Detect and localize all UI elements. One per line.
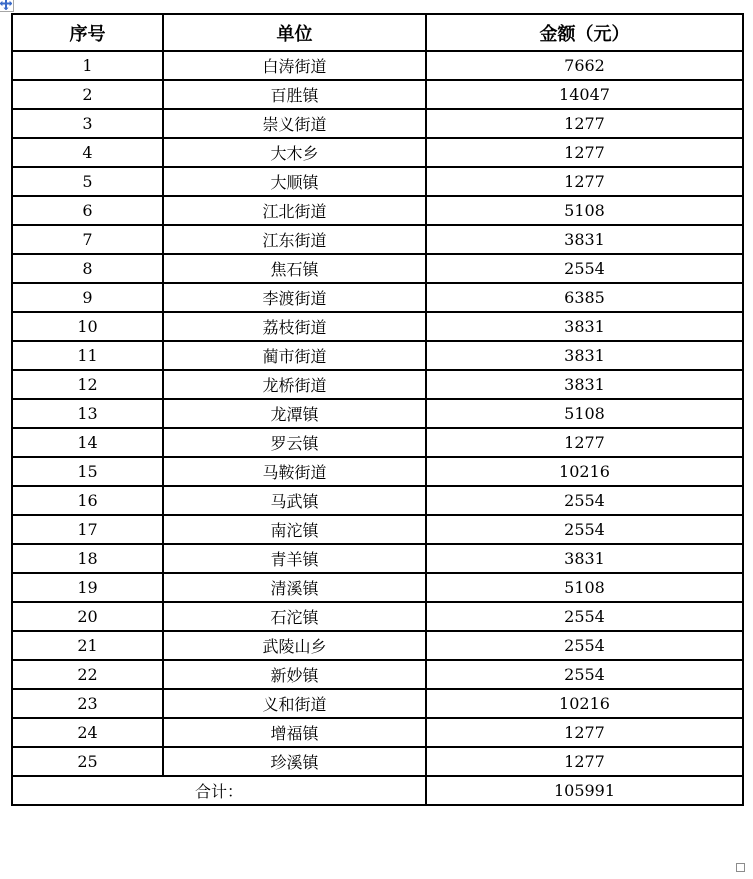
table-footer bbox=[12, 776, 743, 805]
row-amount-cell[interactable]: 3831 bbox=[426, 370, 743, 399]
row-no-cell[interactable]: 16 bbox=[12, 486, 163, 515]
table-row bbox=[12, 109, 743, 138]
row-no-cell[interactable]: 7 bbox=[12, 225, 163, 254]
row-no-cell[interactable]: 15 bbox=[12, 457, 163, 486]
row-amount-cell[interactable]: 2554 bbox=[426, 631, 743, 660]
row-amount-cell[interactable]: 10216 bbox=[426, 689, 743, 718]
table-header bbox=[12, 14, 743, 51]
row-amount-cell[interactable]: 14047 bbox=[426, 80, 743, 109]
row-amount-cell[interactable]: 2554 bbox=[426, 602, 743, 631]
row-no-cell[interactable]: 25 bbox=[12, 747, 163, 776]
header-cell-amount[interactable]: 金额（元） bbox=[426, 14, 743, 51]
row-unit-cell[interactable]: 青羊镇 bbox=[163, 544, 426, 573]
row-no-cell[interactable]: 13 bbox=[12, 399, 163, 428]
row-no-cell[interactable]: 6 bbox=[12, 196, 163, 225]
table-row bbox=[12, 312, 743, 341]
row-amount-cell[interactable]: 1277 bbox=[426, 428, 743, 457]
table-row bbox=[12, 196, 743, 225]
row-unit-cell[interactable]: 罗云镇 bbox=[163, 428, 426, 457]
table-row bbox=[12, 486, 743, 515]
table-row bbox=[12, 631, 743, 660]
table-row bbox=[12, 80, 743, 109]
row-amount-cell[interactable]: 5108 bbox=[426, 196, 743, 225]
row-amount-cell[interactable]: 1277 bbox=[426, 747, 743, 776]
table-row bbox=[12, 660, 743, 689]
row-unit-cell[interactable]: 石沱镇 bbox=[163, 602, 426, 631]
row-no-cell[interactable]: 3 bbox=[12, 109, 163, 138]
row-amount-cell[interactable]: 10216 bbox=[426, 457, 743, 486]
total-amount-cell[interactable]: 105991 bbox=[426, 776, 743, 805]
table-row bbox=[12, 254, 743, 283]
row-amount-cell[interactable]: 3831 bbox=[426, 225, 743, 254]
row-amount-cell[interactable]: 5108 bbox=[426, 573, 743, 602]
row-unit-cell[interactable]: 焦石镇 bbox=[163, 254, 426, 283]
row-no-cell[interactable]: 1 bbox=[12, 51, 163, 80]
table-row bbox=[12, 167, 743, 196]
row-unit-cell[interactable]: 龙桥街道 bbox=[163, 370, 426, 399]
header-cell-unit[interactable]: 单位 bbox=[163, 14, 426, 51]
table-row bbox=[12, 457, 743, 486]
row-unit-cell[interactable]: 崇义街道 bbox=[163, 109, 426, 138]
header-row bbox=[12, 14, 743, 51]
row-unit-cell[interactable]: 江东街道 bbox=[163, 225, 426, 254]
table-row bbox=[12, 689, 743, 718]
row-amount-cell[interactable]: 2554 bbox=[426, 486, 743, 515]
row-unit-cell[interactable]: 马武镇 bbox=[163, 486, 426, 515]
table-row bbox=[12, 428, 743, 457]
row-unit-cell[interactable]: 马鞍街道 bbox=[163, 457, 426, 486]
document-table-container bbox=[11, 13, 744, 806]
table-move-handle[interactable] bbox=[0, 0, 14, 12]
total-label-cell[interactable]: 合计： bbox=[12, 776, 426, 805]
row-no-cell[interactable]: 21 bbox=[12, 631, 163, 660]
table-row bbox=[12, 370, 743, 399]
row-no-cell[interactable]: 17 bbox=[12, 515, 163, 544]
table-row bbox=[12, 341, 743, 370]
row-no-cell[interactable]: 18 bbox=[12, 544, 163, 573]
row-no-cell[interactable]: 2 bbox=[12, 80, 163, 109]
row-amount-cell[interactable]: 2554 bbox=[426, 515, 743, 544]
row-amount-cell[interactable]: 2554 bbox=[426, 660, 743, 689]
row-amount-cell[interactable]: 3831 bbox=[426, 544, 743, 573]
row-amount-cell[interactable]: 1277 bbox=[426, 167, 743, 196]
row-no-cell[interactable]: 22 bbox=[12, 660, 163, 689]
row-unit-cell[interactable]: 荔枝街道 bbox=[163, 312, 426, 341]
row-unit-cell[interactable]: 李渡街道 bbox=[163, 283, 426, 312]
row-no-cell[interactable]: 20 bbox=[12, 602, 163, 631]
row-no-cell[interactable]: 14 bbox=[12, 428, 163, 457]
row-unit-cell[interactable]: 增福镇 bbox=[163, 718, 426, 747]
row-no-cell[interactable]: 10 bbox=[12, 312, 163, 341]
table-row bbox=[12, 602, 743, 631]
row-unit-cell[interactable]: 江北街道 bbox=[163, 196, 426, 225]
header-cell-no[interactable]: 序号 bbox=[12, 14, 163, 51]
row-amount-cell[interactable]: 3831 bbox=[426, 341, 743, 370]
row-amount-cell[interactable]: 1277 bbox=[426, 138, 743, 167]
row-no-cell[interactable]: 5 bbox=[12, 167, 163, 196]
row-unit-cell[interactable]: 龙潭镇 bbox=[163, 399, 426, 428]
table-row bbox=[12, 747, 743, 776]
row-amount-cell[interactable]: 7662 bbox=[426, 51, 743, 80]
row-no-cell[interactable]: 9 bbox=[12, 283, 163, 312]
row-unit-cell[interactable]: 大木乡 bbox=[163, 138, 426, 167]
table-resize-handle[interactable] bbox=[736, 863, 745, 872]
table-row bbox=[12, 544, 743, 573]
row-unit-cell[interactable]: 珍溪镇 bbox=[163, 747, 426, 776]
row-amount-cell[interactable]: 1277 bbox=[426, 718, 743, 747]
row-no-cell[interactable]: 11 bbox=[12, 341, 163, 370]
table-row bbox=[12, 283, 743, 312]
row-no-cell[interactable]: 19 bbox=[12, 573, 163, 602]
row-amount-cell[interactable]: 1277 bbox=[426, 109, 743, 138]
table-row bbox=[12, 225, 743, 254]
amount-table bbox=[11, 13, 744, 806]
row-amount-cell[interactable]: 5108 bbox=[426, 399, 743, 428]
row-amount-cell[interactable]: 2554 bbox=[426, 254, 743, 283]
row-unit-cell[interactable]: 百胜镇 bbox=[163, 80, 426, 109]
row-unit-cell[interactable]: 新妙镇 bbox=[163, 660, 426, 689]
row-no-cell[interactable]: 8 bbox=[12, 254, 163, 283]
row-unit-cell[interactable]: 义和街道 bbox=[163, 689, 426, 718]
table-row bbox=[12, 573, 743, 602]
total-row bbox=[12, 776, 743, 805]
table-row bbox=[12, 138, 743, 167]
row-amount-cell[interactable]: 6385 bbox=[426, 283, 743, 312]
row-no-cell[interactable]: 4 bbox=[12, 138, 163, 167]
move-arrows-icon bbox=[0, 0, 13, 12]
row-unit-cell[interactable]: 武陵山乡 bbox=[163, 631, 426, 660]
row-no-cell[interactable]: 23 bbox=[12, 689, 163, 718]
row-unit-cell[interactable]: 大顺镇 bbox=[163, 167, 426, 196]
row-unit-cell[interactable]: 南沱镇 bbox=[163, 515, 426, 544]
row-unit-cell[interactable]: 清溪镇 bbox=[163, 573, 426, 602]
table-row bbox=[12, 515, 743, 544]
table-row bbox=[12, 51, 743, 80]
row-no-cell[interactable]: 24 bbox=[12, 718, 163, 747]
table-row bbox=[12, 718, 743, 747]
table-row bbox=[12, 399, 743, 428]
row-unit-cell[interactable]: 白涛街道 bbox=[163, 51, 426, 80]
row-no-cell[interactable]: 12 bbox=[12, 370, 163, 399]
table-body bbox=[12, 51, 743, 776]
row-unit-cell[interactable]: 蔺市街道 bbox=[163, 341, 426, 370]
row-amount-cell[interactable]: 3831 bbox=[426, 312, 743, 341]
